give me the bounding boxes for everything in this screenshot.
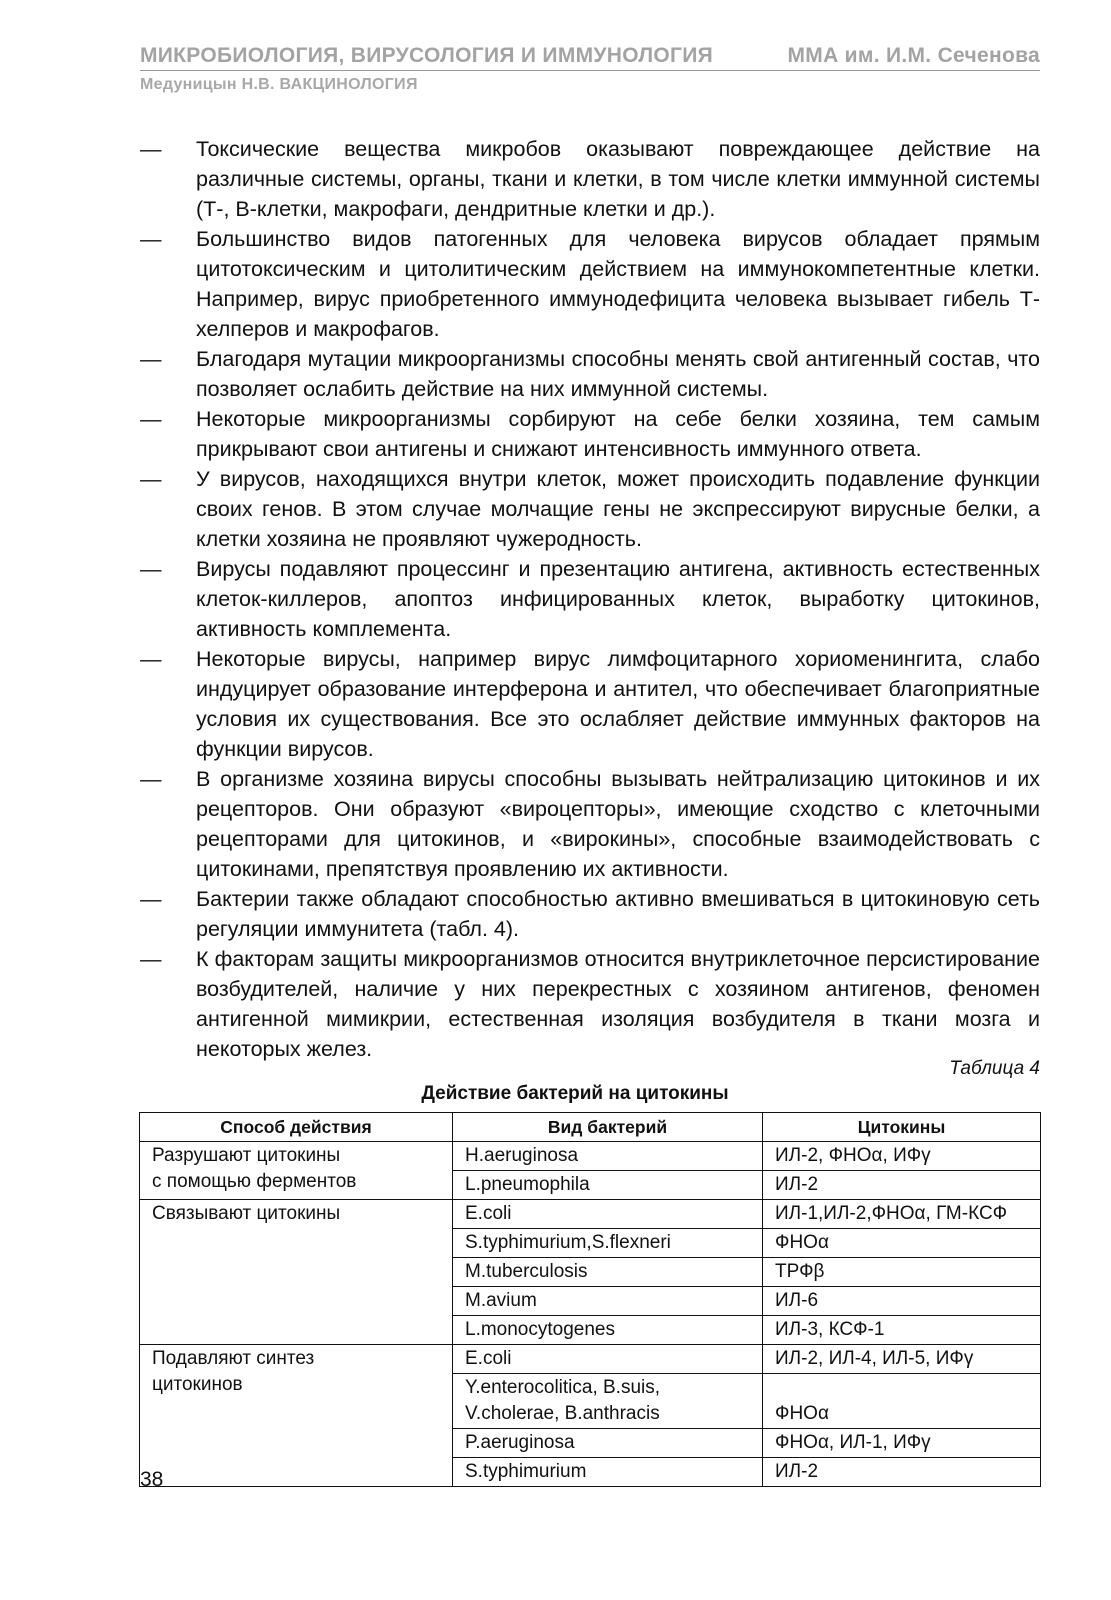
running-header — [140, 44, 1040, 94]
cytokines-cell: ИЛ-2, ИЛ-4, ИЛ-5, ИФγ — [763, 1345, 1041, 1374]
cytokines-cell: ИЛ-3, КСФ-1 — [763, 1316, 1041, 1345]
cytokines-cell: ИЛ-2 — [763, 1171, 1041, 1200]
action-cell — [140, 1142, 453, 1200]
cytokines-cell: ФНОα, ИЛ-1, ИФγ — [763, 1429, 1041, 1458]
action-cell — [140, 1200, 453, 1345]
bacteria-cell: M.tuberculosis — [453, 1258, 763, 1287]
action-line: с помощью ферментов — [152, 1171, 357, 1192]
header-line — [140, 44, 1040, 71]
header-institution: ММА им. И.М. Сеченова — [787, 44, 1040, 67]
list-item-text: Токсические вещества микробов оказывают повреждающее действие на различные системы, органы, ткани и клетки, в том числе клетки иммунной системы (Т-, В-клетки, макрофаги, дендритные клетки и др.). — [196, 137, 1040, 221]
column-header-cytokines: Цитокины — [763, 1113, 1041, 1142]
bacteria-cell: S.typhimurium — [453, 1458, 763, 1487]
list-item — [140, 554, 1040, 644]
dash-marker: — — [140, 467, 162, 491]
table-header-row — [140, 1113, 1041, 1142]
list-item-text: В организме хозяина вирусы способны вызывать нейтрализацию цитокинов и их рецепторов. Они образуют «вироцепторы», имеющие сходство с клеточными рецепторами для цитокинов, и «вирокины», способные взаимодействовать с цитокинами, препятствуя проявлению их активности. — [196, 767, 1040, 881]
column-header-action: Способ действия — [140, 1113, 453, 1142]
list-item-text: У вирусов, находящихся внутри клеток, может происходить подавление функции своих генов. В этом случае молчащие гены не экспрессируют вирусные белки, а клетки хозяина не проявляют чужеродность. — [196, 467, 1040, 551]
list-item-text: Большинство видов патогенных для человека вирусов обладает прямым цитотоксическим и цитолитическим действием на иммунокомпетентные клетки. Например, вирус приобретенного иммунодефицита человека вызывает гибель Т-хелперов и макрофагов. — [196, 227, 1040, 341]
table-title: Действие бактерий на цитокины — [421, 1083, 729, 1104]
list-item — [140, 344, 1040, 404]
cytokines-cell: ИЛ-1,ИЛ-2,ФНОα, ГМ-КСФ — [763, 1200, 1041, 1229]
page-number: 38 — [140, 1468, 164, 1491]
bacteria-cell: H.aeruginosa — [453, 1142, 763, 1171]
list-item — [140, 644, 1040, 764]
bacteria-cell: E.coli — [453, 1200, 763, 1229]
bacteria-line: Y.enterocolitica, B.suis, — [465, 1377, 661, 1398]
action-line: цитокинов — [152, 1374, 243, 1395]
action-line: Разрушают цитокины — [152, 1145, 341, 1166]
list-item — [140, 464, 1040, 554]
list-item — [140, 404, 1040, 464]
list-item — [140, 134, 1040, 224]
cytokines-cell: ИЛ-2, ФНОα, ИФγ — [763, 1142, 1041, 1171]
list-item — [140, 224, 1040, 344]
cytokines-cell: ТРФβ — [763, 1258, 1041, 1287]
list-item-text: Некоторые микроорганизмы сорбируют на себе белки хозяина, тем самым прикрывают свои антигены и снижают интенсивность иммунного ответа. — [196, 407, 1040, 461]
header-book-title: Медуницын Н.В. ВАКЦИНОЛОГИЯ — [140, 76, 418, 93]
bacteria-line: V.cholerae, B.anthracis — [465, 1403, 660, 1424]
list-item — [140, 884, 1040, 944]
table-row — [140, 1200, 1041, 1229]
dash-marker: — — [140, 887, 162, 911]
list-item-text: К факторам защиты микроорганизмов относится внутриклеточное персистирование возбудителей, наличие у них перекрестных с хозяином антигенов, феномен антигенной мимикрии, естественная изоляция возбудителя в ткани мозга и некоторых желез. — [196, 947, 1040, 1061]
list-item — [140, 764, 1040, 884]
dash-marker: — — [140, 227, 162, 251]
cytokines-cell: ФНОα — [763, 1374, 1041, 1429]
dash-marker: — — [140, 947, 162, 971]
dash-marker: — — [140, 647, 162, 671]
table-row — [140, 1142, 1041, 1171]
cytokines-cell: ИЛ-2 — [763, 1458, 1041, 1487]
bacteria-cell: E.coli — [453, 1345, 763, 1374]
dash-marker: — — [140, 557, 162, 581]
list-item-text: Благодаря мутации микроорганизмы способны менять свой антигенный состав, что позволяет ослабить действие на них иммунной системы. — [196, 347, 1040, 401]
cytokines-cell: ИЛ-6 — [763, 1287, 1041, 1316]
list-item-text: Вирусы подавляют процессинг и презентацию антигена, активность естественных клеток-киллеров, апоптоз инфицированных клеток, выработку цитокинов, активность комплемента. — [196, 557, 1040, 641]
bacteria-cell: P.aeruginosa — [453, 1429, 763, 1458]
body-text — [140, 134, 1040, 1064]
bacteria-cell: L.pneumophila — [453, 1171, 763, 1200]
dash-marker: — — [140, 407, 162, 431]
bacteria-cell: S.typhimurium,S.flexneri — [453, 1229, 763, 1258]
dash-marker: — — [140, 767, 162, 791]
cytokines-cell: ФНОα — [763, 1229, 1041, 1258]
bacteria-cell: L.monocytogenes — [453, 1316, 763, 1345]
list-item — [140, 944, 1040, 1064]
table-row — [140, 1345, 1041, 1374]
bacteria-cell: M.avium — [453, 1287, 763, 1316]
dash-marker: — — [140, 137, 162, 161]
dash-marker: — — [140, 347, 162, 371]
action-cell — [140, 1345, 453, 1487]
bullet-list — [140, 134, 1040, 1064]
header-course-title: МИКРОБИОЛОГИЯ, ВИРУСОЛОГИЯ И ИММУНОЛОГИЯ — [140, 44, 714, 67]
action-line: Подавляют синтез — [152, 1348, 315, 1369]
list-item-text: Некоторые вирусы, например вирус лимфоцитарного хориоменингита, слабо индуцирует образование интерферона и антител, что обеспечивает благоприятные условия их существования. Все это ослабляет действие иммунных факторов на функции вирусов. — [196, 647, 1040, 761]
table-caption — [140, 1058, 1040, 1105]
action-line: Связывают цитокины — [152, 1203, 341, 1224]
column-header-bacteria: Вид бактерий — [453, 1113, 763, 1142]
cytokine-table — [139, 1112, 1041, 1487]
bacteria-cell — [453, 1374, 763, 1429]
list-item-text: Бактерии также обладают способностью активно вмешиваться в цитокиновую сеть регуляции иммунитета (табл. 4). — [196, 887, 1040, 941]
table-number: Таблица 4 — [949, 1058, 1040, 1079]
